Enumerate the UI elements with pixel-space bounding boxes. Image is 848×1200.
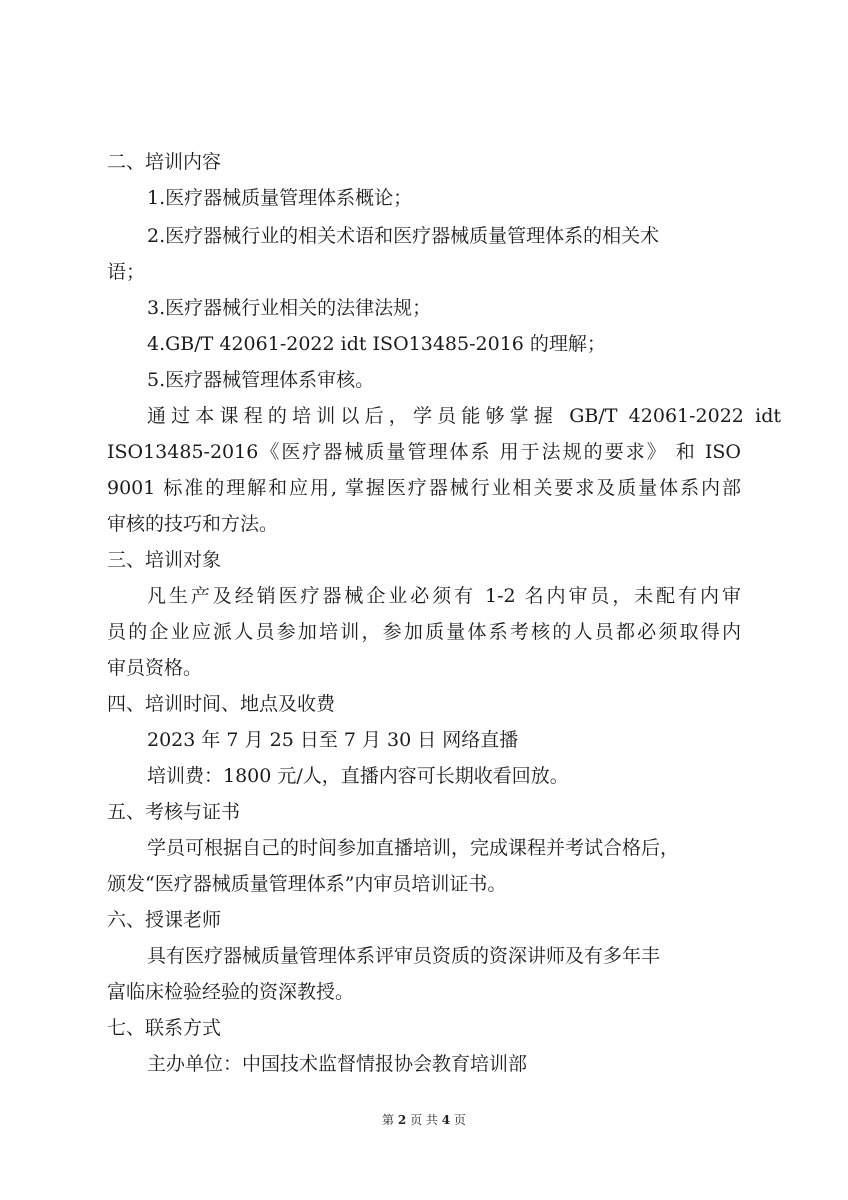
section-heading-schedule: 四、培训时间、地点及收费 — [107, 693, 336, 715]
section-heading-teachers: 六、授课老师 — [107, 909, 222, 931]
footer-middle: 页 共 — [410, 1113, 438, 1127]
content-item-3: 3.医疗器械行业相关的法律法规； — [147, 297, 432, 319]
page-footer — [0, 1112, 848, 1128]
section-heading-contact: 七、联系方式 — [107, 1017, 222, 1039]
content-item-2: 2.医疗器械行业的相关术语和医疗器械质量管理体系的相关术 — [147, 225, 660, 247]
footer-total-pages: 4 — [441, 1113, 451, 1127]
course-summary-line-1: 通过本课程的培训以后，学员能够掌握 GB/T 42061-2022 idt — [147, 405, 781, 427]
footer-suffix: 页 — [453, 1113, 466, 1127]
section-heading-audience: 三、培训对象 — [107, 549, 222, 571]
audience-line-1: 凡生产及经销医疗器械企业必须有 1-2 名内审员，未配有内审 — [147, 585, 741, 607]
section-heading-certificate: 五、考核与证书 — [107, 801, 241, 823]
teachers-line-2: 富临床检验经验的资深教授。 — [107, 981, 355, 1003]
course-summary-line-3: 9001 标准的理解和应用, 掌握医疗器械行业相关要求及质量体系内部 — [107, 477, 741, 499]
schedule-fee: 培训费：1800 元/人，直播内容可长期收看回放。 — [147, 765, 569, 787]
section-heading-content: 二、培训内容 — [107, 151, 222, 173]
course-summary-line-2: ISO13485-2016《医疗器械质量管理体系 用于法规的要求》 和 ISO — [107, 441, 741, 463]
certificate-line-2: 颁发“医疗器械质量管理体系”内审员培训证书。 — [107, 873, 507, 895]
content-item-1: 1.医疗器械质量管理体系概论； — [147, 187, 413, 209]
course-summary-line-4: 审核的技巧和方法。 — [107, 513, 279, 535]
footer-prefix: 第 — [382, 1113, 395, 1127]
content-item-2-continued: 语； — [107, 261, 146, 283]
footer-current-page: 2 — [397, 1113, 407, 1127]
content-item-5: 5.医疗器械管理体系审核。 — [147, 369, 375, 391]
teachers-line-1: 具有医疗器械质量管理体系评审员资质的资深讲师及有多年丰 — [147, 945, 661, 967]
contact-organizer: 主办单位：中国技术监督情报协会教育培训部 — [147, 1053, 528, 1075]
certificate-line-1: 学员可根据自己的时间参加直播培训，完成课程并考试合格后， — [147, 837, 680, 859]
schedule-date: 2023 年 7 月 25 日至 7 月 30 日 网络直播 — [147, 729, 519, 751]
audience-line-3: 审员资格。 — [107, 657, 203, 679]
audience-line-2: 员的企业应派人员参加培训，参加质量体系考核的人员都必须取得内 — [107, 621, 741, 643]
content-item-4: 4.GB/T 42061-2022 idt ISO13485-2016 的理解； — [147, 333, 606, 355]
